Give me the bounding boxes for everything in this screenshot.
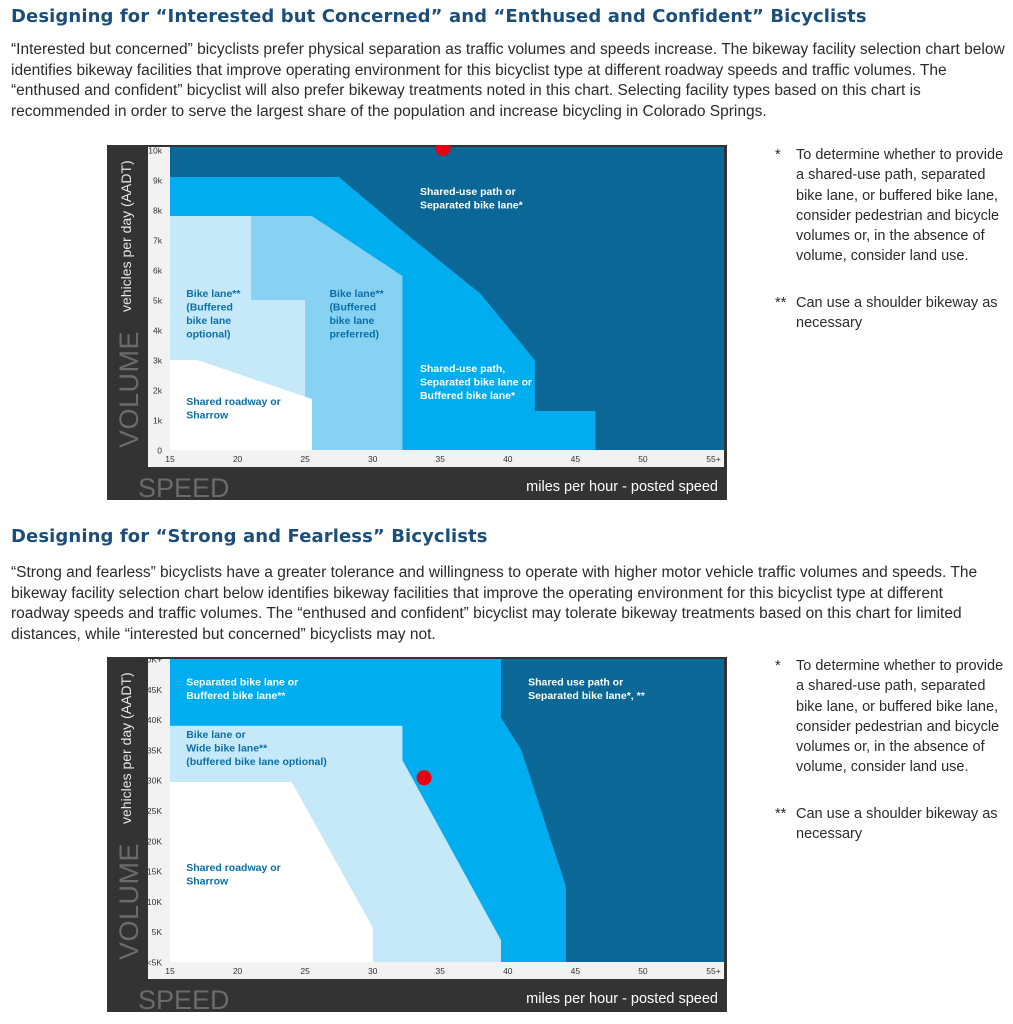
region-label-line: Buffered bike lane* xyxy=(419,390,516,402)
x-tick-label: 50 xyxy=(638,454,648,464)
note-text: Can use a shoulder bikeway as necessary xyxy=(796,294,998,332)
region-label-line: Shared-use path or xyxy=(419,186,516,198)
region-label-line: Shared roadway or xyxy=(186,396,281,408)
y-tick-label: 15K xyxy=(146,866,162,877)
y-axis-units: vehicles per day (AADT) xyxy=(118,160,134,312)
y-tick-label: 40K xyxy=(146,715,162,726)
section1-heading: Designing for “Interested but Concerned” and “Enthused and Confident” Bicyclists xyxy=(11,6,867,27)
x-tick-label: 35 xyxy=(435,454,445,464)
section2-notes xyxy=(775,656,1010,870)
section1-note-2 xyxy=(775,293,1010,334)
y-tick-label: 5k xyxy=(153,295,162,306)
section2-heading: Designing for “Strong and Fearless” Bicyclists xyxy=(11,526,488,547)
region-label-line: Shared roadway or xyxy=(186,862,281,875)
region-label-line: Sharrow xyxy=(186,409,229,422)
x-tick-label: 25 xyxy=(300,966,310,976)
chart-strong-fearless-svg xyxy=(107,657,727,1012)
x-tick-label: 35 xyxy=(435,966,445,976)
x-tick-label: 15 xyxy=(165,966,175,976)
x-tick-label: 45 xyxy=(570,454,581,464)
region-label-line: (Buffered xyxy=(329,301,377,314)
x-tick-label: 55+ xyxy=(706,454,721,464)
region-label-line: Separated bike lane*, ** xyxy=(528,690,645,703)
y-tick-label: 1k xyxy=(153,415,162,426)
x-tick-label: 55+ xyxy=(706,966,721,976)
x-tick-label: 40 xyxy=(503,966,513,976)
y-tick-label: 6k xyxy=(153,265,162,276)
x-tick-label: 50 xyxy=(638,966,648,976)
y-tick-label: 45K xyxy=(146,684,162,695)
y-axis-label: VOLUME xyxy=(114,842,144,960)
note-mark: * xyxy=(775,147,781,163)
y-tick-label: 3k xyxy=(153,355,162,366)
section2-note-2 xyxy=(775,804,1010,845)
note-mark: ** xyxy=(775,805,787,822)
y-tick-label: 4k xyxy=(153,325,162,336)
region-label-line: Shared-use path, xyxy=(419,363,506,375)
section2-paragraph xyxy=(11,563,1005,645)
note-text: Can use a shoulder bikeway as necessary xyxy=(796,805,998,843)
note-text: To determine whether to provide a shared-use path, separated bike lane, or buffered bike lane, consider pedestrian and bicycle volumes or, in the absence of volume, consider land use. xyxy=(796,658,1004,776)
x-tick-label: 25 xyxy=(300,454,310,464)
region-label-line: Separated bike lane* xyxy=(419,199,523,212)
region-label xyxy=(186,677,298,703)
region-label-line: bike lane xyxy=(329,315,375,327)
x-tick-label: 30 xyxy=(367,454,378,464)
note-text: To determine whether to provide a shared-use path, separated bike lane, or buffered bike lane, consider pedestrian and bicycle volumes or, in the absence of volume, consider land use. xyxy=(796,147,1004,265)
region-label-line: Wide bike lane** xyxy=(186,742,268,755)
region-label-line: Bike lane** xyxy=(329,288,384,300)
y-tick-label: 10K xyxy=(146,896,162,907)
y-tick-label: <5K xyxy=(146,957,162,968)
region-label-line: preferred) xyxy=(329,328,380,341)
x-tick-label: 20 xyxy=(232,454,243,464)
region-label-line: (Buffered xyxy=(186,301,233,314)
x-tick-label: 15 xyxy=(165,454,175,464)
region-label-line: (buffered bike lane optional) xyxy=(186,755,327,768)
x-tick-label: 20 xyxy=(232,966,243,976)
region-label-line: Sharrow xyxy=(186,875,229,888)
region-label-line: Bike lane or xyxy=(186,728,246,741)
section1-paragraph-text: “Interested but concerned” bicyclists prefer physical separation as traffic volumes and speeds increase. The bikeway facility selection chart below identifies bikeway facilities that improve operating environment for this bicyclist type at different roadway speeds and traffic volumes. The “enthused and confident” bicyclist will also prefer bikeway treatments noted in this chart. Selecting facility types based on this chart is recommended in order to serve the largest share of the population and increase bicycling in Colorado Springs. xyxy=(11,41,1005,120)
y-tick-label: 2k xyxy=(153,385,162,396)
x-axis-label: SPEED xyxy=(138,473,230,500)
y-tick-label: 0 xyxy=(157,445,162,456)
y-tick-label: 10k xyxy=(148,145,162,156)
note-mark: * xyxy=(775,658,781,674)
x-tick-label: 30 xyxy=(367,966,378,976)
section2-note-1 xyxy=(775,656,1010,778)
region-label xyxy=(420,186,524,212)
y-tick-label: 30K xyxy=(146,775,162,786)
y-tick-label: 35K xyxy=(146,745,162,756)
x-tick-label: 45 xyxy=(570,966,581,976)
y-tick-label: 9k xyxy=(153,175,162,186)
section1-note-1 xyxy=(775,145,1010,267)
section1-paragraph xyxy=(11,40,1005,122)
y-tick-label: 50K+ xyxy=(141,657,162,665)
chart-interested-concerned-svg xyxy=(107,145,727,500)
x-tick-label: 40 xyxy=(503,454,513,464)
region-label-line: Separated bike lane or xyxy=(186,676,299,689)
section1-notes xyxy=(775,145,1010,359)
y-tick-label: 20K xyxy=(146,836,162,847)
y-tick-label: 5K xyxy=(151,927,162,938)
y-axis-label: VOLUME xyxy=(114,330,144,448)
region-label-line: Separated bike lane or xyxy=(419,376,533,389)
note-mark: ** xyxy=(775,294,787,311)
x-axis-label: SPEED xyxy=(138,985,230,1012)
y-tick-label: 7k xyxy=(153,235,162,246)
y-axis-units: vehicles per day (AADT) xyxy=(118,672,134,824)
x-axis-units: miles per hour - posted speed xyxy=(526,991,718,1007)
y-tick-label: 25K xyxy=(146,806,162,816)
chart-strong-fearless xyxy=(107,657,727,1012)
region-label-line: optional) xyxy=(186,328,231,341)
region-label-line: Bike lane** xyxy=(186,288,241,300)
x-axis-units: miles per hour - posted speed xyxy=(526,479,718,495)
region-label-line: bike lane xyxy=(186,315,232,327)
red-marker-dot xyxy=(417,770,432,785)
y-tick-label: 8k xyxy=(153,205,162,216)
section2-paragraph-text: “Strong and fearless” bicyclists have a greater tolerance and willingness to operate with higher motor vehicle traffic volumes and speeds. The bikeway facility selection chart below identifies bikeway facilities that improve the operating environment for this bicyclist type at different roadway speeds and traffic volumes. The “enthused and confident” bicyclist may tolerate bikeway treatments based on this chart for limited distances, while “interested but concerned” bicyclists may not. xyxy=(11,564,978,643)
region-label-line: Buffered bike lane** xyxy=(186,690,286,703)
chart-interested-concerned xyxy=(107,145,727,500)
region-label-line: Shared use path or xyxy=(528,676,624,689)
